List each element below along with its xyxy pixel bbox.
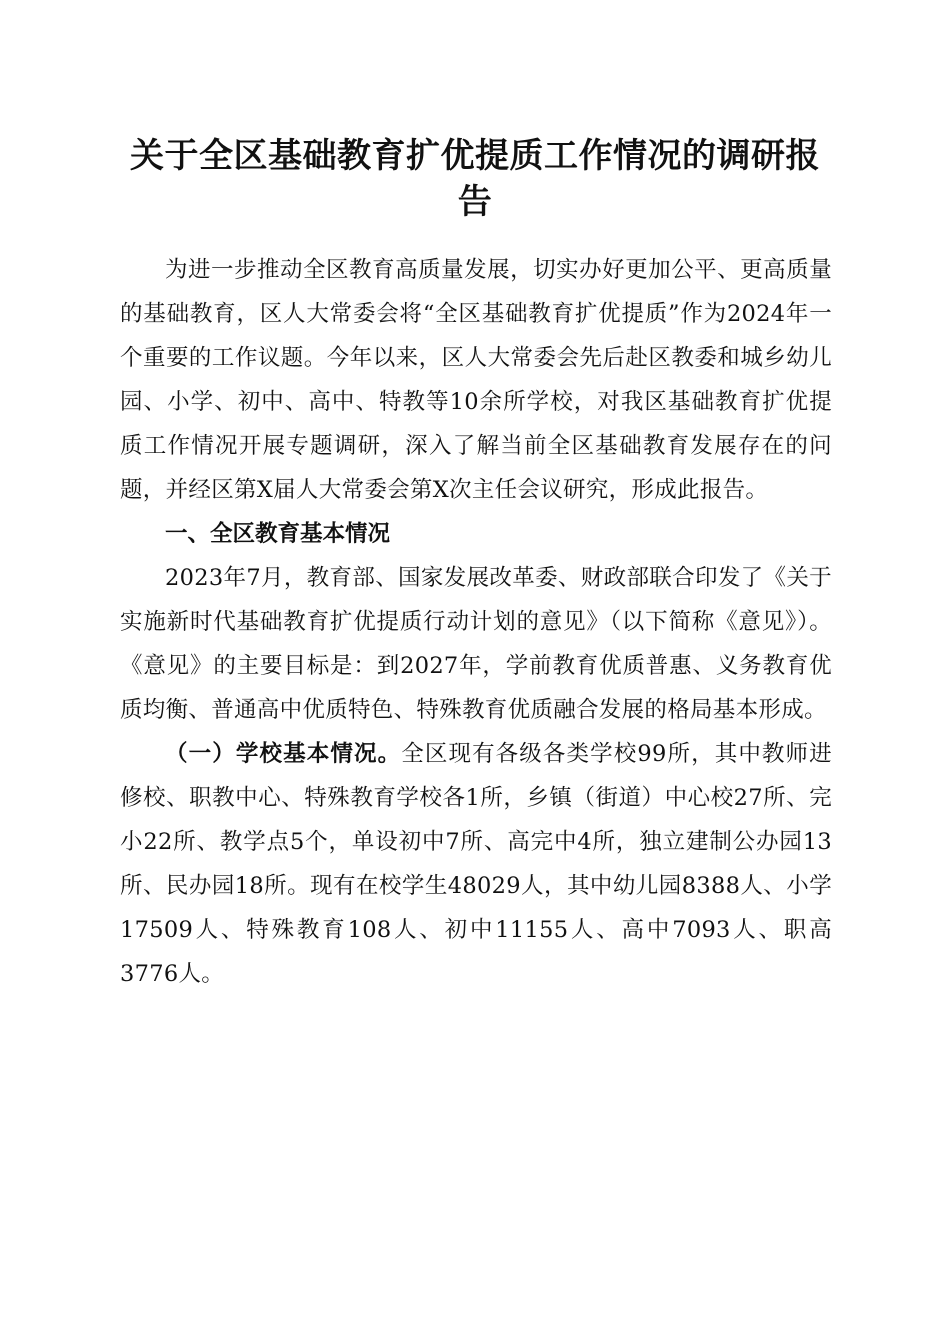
document-title: 关于全区基础教育扩优提质工作情况的调研报告 xyxy=(130,136,820,222)
subsection-1-lead: （一）学校基本情况。 xyxy=(165,741,402,767)
section-heading-1: 一、全区教育基本情况 xyxy=(165,521,391,547)
section-1-paragraph: 2023年7月，教育部、国家发展改革委、财政部联合印发了《关于实施新时代基础教育扩优提质行动计划的意见》（以下简称《意见》）。《意见》的主要目标是：到2027年，学前教育优质普惠、义务教育优质均衡、普通高中优质特色、特殊教育优质融合发展的格局基本形成。 xyxy=(120,565,832,723)
subsection-1-text: 全区现有各级各类学校99所，其中教师进修校、职教中心、特殊教育学校各1所，乡镇（街道）中心校27所、完小22所、教学点5个，单设初中7所、高完中4所，独立建制公办园13所、民办园18所。现有在校学生48029人，其中幼儿园8388人、小学17509人、特殊教育108人、初中11155人、高中7093人、职高3776人。 xyxy=(120,741,832,987)
intro-paragraph: 为进一步推动全区教育高质量发展，切实办好更加公平、更高质量的基础教育，区人大常委会将“全区基础教育扩优提质”作为2024年一个重要的工作议题。今年以来，区人大常委会先后赴区教委和城乡幼儿园、小学、初中、高中、特教等10余所学校，对我区基础教育扩优提质工作情况开展专题调研，深入了解当前全区基础教育发展存在的问题，并经区第X届人大常委会第X次主任会议研究，形成此报告。 xyxy=(120,257,832,503)
document-body xyxy=(120,248,832,996)
subsection-1-paragraph xyxy=(120,732,832,996)
